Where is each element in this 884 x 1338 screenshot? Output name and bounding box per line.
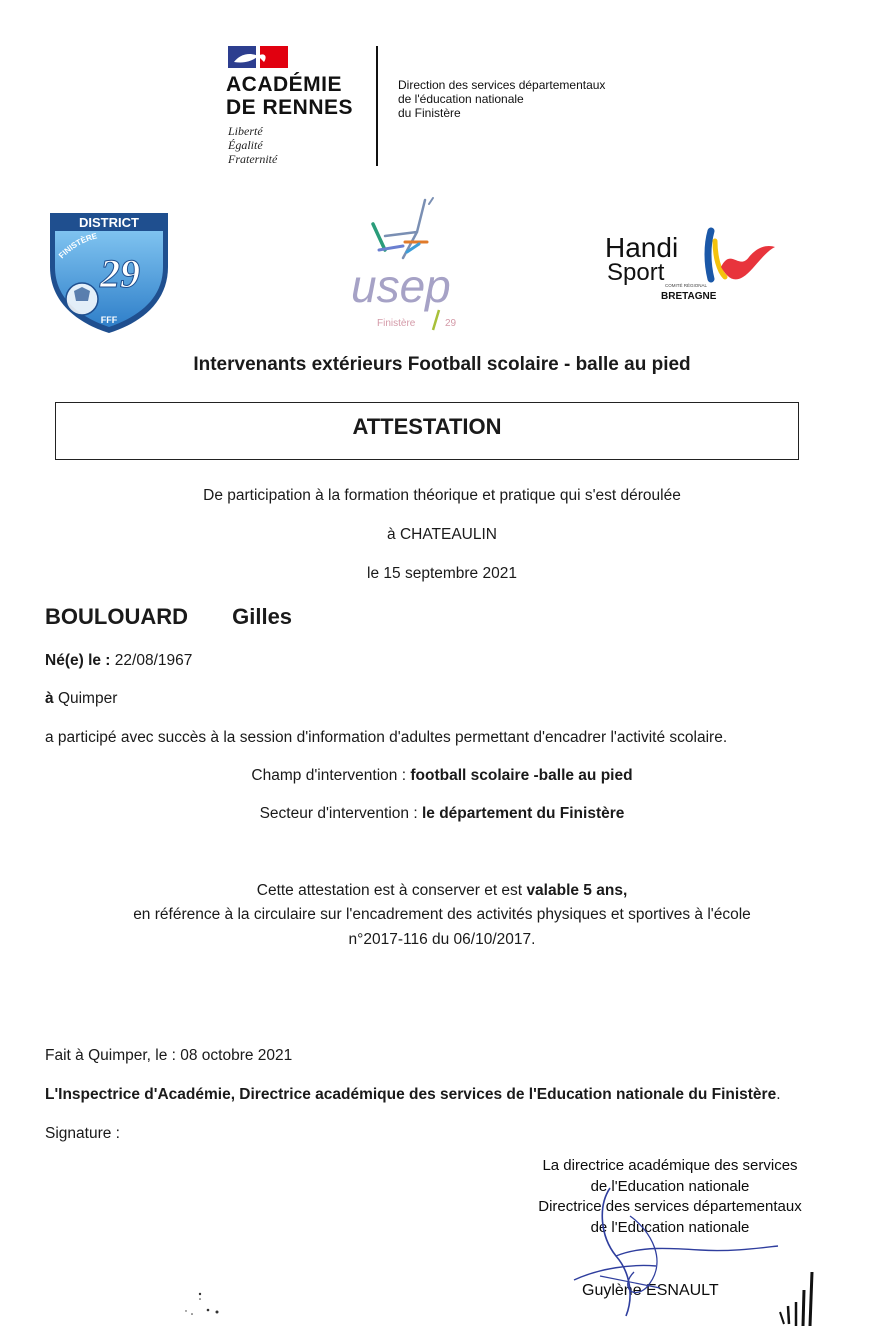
participant-first-name: Gilles [232, 604, 293, 629]
done-at-line: Fait à Quimper, le : 08 octobre 2021 [45, 1047, 293, 1064]
dsden-line: Direction des services départementaux [398, 78, 606, 92]
signature-label: Signature : [45, 1125, 120, 1142]
field-label: Champ d'intervention : [251, 767, 407, 784]
reference-line-2: n°2017-116 du 06/10/2017. [348, 931, 536, 948]
sector-of-intervention [0, 805, 884, 823]
training-date: le 15 septembre 2021 [367, 565, 517, 582]
reference-line-1: en référence à la circulaire sur l'encadrement des activités physiques et sportives à l'école [133, 906, 751, 923]
birth-place-label: à [45, 690, 54, 707]
birth-date-row [45, 652, 192, 670]
dsden-line: de l'éducation nationale [398, 92, 524, 106]
comite-regional-label: COMITÉ RÉGIONAL [665, 283, 708, 288]
participant-last-name: BOULOUARD [45, 604, 188, 629]
training-place: à CHATEAULIN [387, 526, 497, 543]
usep-logo [345, 192, 480, 332]
finistere-arc-label: FINISTÈRE [57, 231, 99, 261]
academy-name-line2: DE RENNES [226, 96, 354, 119]
stamp-line: de l'Education nationale [590, 1218, 750, 1236]
dsden-block [398, 78, 605, 120]
motto-line: Égalité [228, 138, 263, 152]
scan-specks [170, 1290, 230, 1320]
district-label: DISTRICT [79, 215, 139, 230]
stamp-marks [770, 1268, 820, 1328]
birth-place-row [45, 690, 117, 708]
usep-finistere: Finistère [377, 318, 416, 329]
academy-name [226, 73, 353, 119]
bretagne-label: BRETAGNE [661, 291, 717, 302]
usep-number: 29 [445, 318, 457, 329]
sport-word: Sport [607, 259, 665, 286]
academy-name-line1: ACADÉMIE [226, 73, 343, 96]
handi-word: Handi [605, 232, 679, 263]
inspector-title-text: L'Inspectrice d'Académie, Directrice académique des services de l'Education nationale du Finistère [45, 1086, 777, 1103]
validity-statement [0, 882, 884, 900]
handisport-bretagne-logo [603, 227, 778, 307]
fff-label: FFF [100, 315, 118, 325]
signatory-name: Guylène ESNAULT [582, 1282, 719, 1299]
birth-date-value: 22/08/1967 [114, 652, 193, 669]
validity-text: Cette attestation est à conserver et est [256, 882, 523, 899]
usep-wordmark: usep [351, 260, 451, 312]
intro-text: De participation à la formation théorique et pratique qui s'est déroulée [203, 487, 681, 504]
header-divider [376, 46, 378, 166]
stamp-line: de l'Education nationale [590, 1177, 750, 1195]
motto-line: Fraternité [228, 152, 278, 166]
document-title: Intervenants extérieurs Football scolaire - balle au pied [193, 354, 691, 375]
dsden-line: du Finistère [398, 106, 461, 120]
birth-place-value: Quimper [57, 690, 118, 707]
attestation-heading: ATTESTATION [352, 414, 502, 439]
participation-statement: a participé avec succès à la session d'information d'adultes permettant d'encadrer l'activité scolaire. [45, 729, 728, 746]
validity-duration: valable 5 ans, [526, 882, 628, 899]
republic-flag-icon [228, 46, 288, 68]
birth-date-label: Né(e) le : [45, 652, 111, 669]
motto-line: Liberté [228, 124, 263, 138]
district-number: 29 [100, 251, 140, 296]
field-value: football scolaire -balle au pied [410, 767, 633, 784]
stamp-line: La directrice académique des services [542, 1157, 798, 1174]
field-of-intervention [0, 767, 884, 785]
sector-value: le département du Finistère [421, 805, 625, 822]
republic-motto [228, 124, 277, 166]
district-29-logo [46, 207, 172, 335]
inspector-title [45, 1086, 781, 1104]
inspector-title-end: . [776, 1086, 781, 1103]
sector-label: Secteur d'intervention : [259, 805, 418, 822]
participant-name [45, 604, 292, 630]
stamp-line: Directrice des services départementaux [538, 1198, 802, 1215]
